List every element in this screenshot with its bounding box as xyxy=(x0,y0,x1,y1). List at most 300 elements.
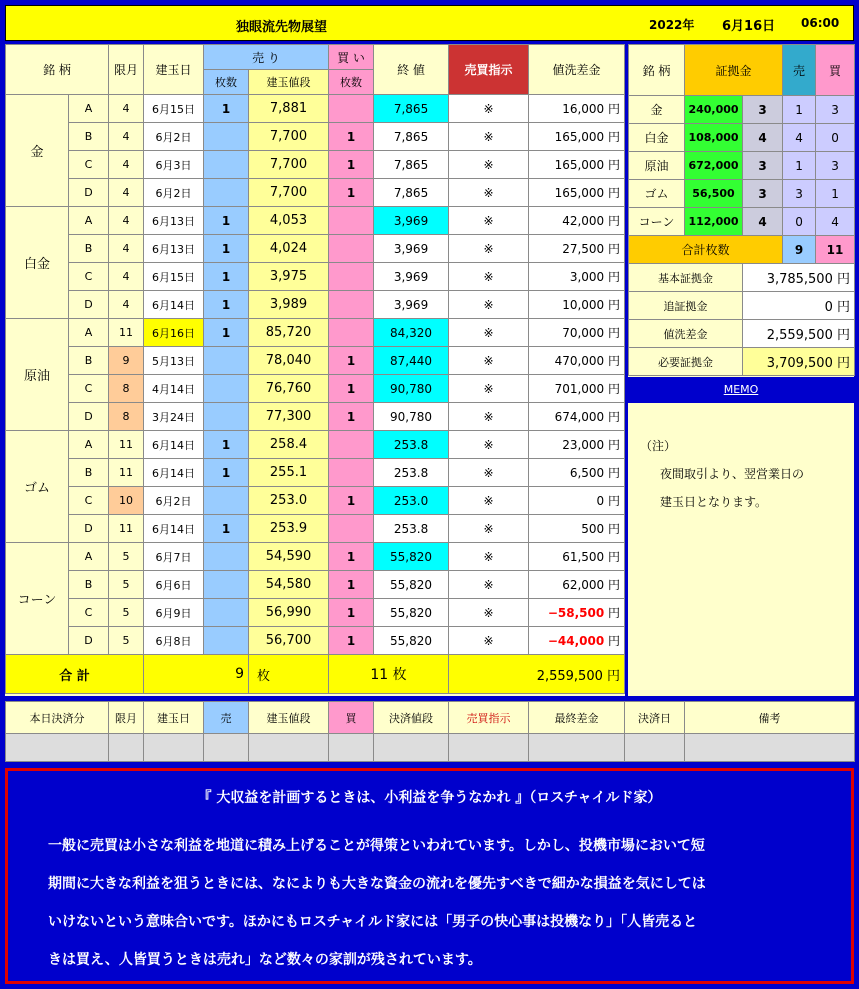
diff-value: 27,500 円 xyxy=(529,235,625,263)
position-price: 7,700 xyxy=(249,123,329,151)
contract-code: A xyxy=(69,95,109,123)
position-price: 54,590 xyxy=(249,543,329,571)
buy-qty: 1 xyxy=(329,179,374,207)
close-price: 90,780 xyxy=(374,403,449,431)
sell-qty xyxy=(204,599,249,627)
position-price: 4,024 xyxy=(249,235,329,263)
close-price: 84,320 xyxy=(374,319,449,347)
contract-month: 5 xyxy=(109,571,144,599)
position-price: 54,580 xyxy=(249,571,329,599)
sell-qty xyxy=(204,123,249,151)
memo-note-line1: 夜間取引より、翌営業日の xyxy=(660,467,805,481)
buy-qty xyxy=(329,515,374,543)
contract-code: B xyxy=(69,123,109,151)
position-date: 6月2日 xyxy=(144,179,204,207)
table-row xyxy=(6,627,625,655)
margin-count: 3 xyxy=(743,96,783,124)
instruction-mark: ※ xyxy=(449,123,529,151)
contract-month: 10 xyxy=(109,487,144,515)
buy-qty xyxy=(329,263,374,291)
summary-row xyxy=(629,320,855,348)
buy-qty xyxy=(329,235,374,263)
position-price: 56,700 xyxy=(249,627,329,655)
margin-row xyxy=(629,152,855,180)
position-price: 56,990 xyxy=(249,599,329,627)
position-date: 6月2日 xyxy=(144,123,204,151)
margin-commodity: 白金 xyxy=(629,124,685,152)
table-row xyxy=(6,599,625,627)
table-row xyxy=(6,403,625,431)
diff-value: 61,500 円 xyxy=(529,543,625,571)
position-price: 78,040 xyxy=(249,347,329,375)
instruction-mark: ※ xyxy=(449,347,529,375)
position-date: 6月15日 xyxy=(144,95,204,123)
position-price: 7,881 xyxy=(249,95,329,123)
commodity-name: ゴム xyxy=(6,431,69,543)
margin-sell: 0 xyxy=(783,208,816,236)
commodity-name: コーン xyxy=(6,543,69,655)
sell-qty: 1 xyxy=(204,515,249,543)
sell-qty: 1 xyxy=(204,95,249,123)
total-sell: 9 xyxy=(144,655,249,694)
buy-qty: 1 xyxy=(329,627,374,655)
buy-qty: 1 xyxy=(329,347,374,375)
contract-month: 5 xyxy=(109,599,144,627)
table-row xyxy=(6,431,625,459)
settlement-header: 売買指示 xyxy=(449,702,529,734)
commodity-name: 金 xyxy=(6,95,69,207)
settlement-panel xyxy=(5,701,854,761)
settlement-header: 建玉日 xyxy=(144,702,204,734)
sell-qty xyxy=(204,375,249,403)
memo-note-label: （注） xyxy=(640,439,677,453)
table-row xyxy=(6,151,625,179)
summary-row xyxy=(629,292,855,320)
total-label: 合 計 xyxy=(6,655,144,694)
instruction-mark: ※ xyxy=(449,403,529,431)
diff-value: 3,000 円 xyxy=(529,263,625,291)
table-row xyxy=(6,347,625,375)
contract-month: 11 xyxy=(109,431,144,459)
position-price: 258.4 xyxy=(249,431,329,459)
diff-value: 470,000 円 xyxy=(529,347,625,375)
diff-value: 701,000 円 xyxy=(529,375,625,403)
settlement-header: 最終差金 xyxy=(529,702,625,734)
position-date: 6月3日 xyxy=(144,151,204,179)
table-row xyxy=(6,95,625,123)
contract-code: B xyxy=(69,459,109,487)
diff-value: 6,500 円 xyxy=(529,459,625,487)
col-header-month: 限月 xyxy=(109,45,144,95)
buy-qty xyxy=(329,319,374,347)
diff-value: 16,000 円 xyxy=(529,95,625,123)
instruction-mark: ※ xyxy=(449,599,529,627)
margin-buy: 4 xyxy=(816,208,855,236)
sell-qty xyxy=(204,151,249,179)
quote-title: 『 大収益を計画するときは、小利益を争うなかれ 』（ロスチャイルド家） xyxy=(197,790,662,806)
contract-code: C xyxy=(69,263,109,291)
contract-code: C xyxy=(69,487,109,515)
summary-label: 必要証拠金 xyxy=(629,348,743,376)
settlement-header: 決済日 xyxy=(625,702,685,734)
table-row xyxy=(6,235,625,263)
margin-commodity: 原油 xyxy=(629,152,685,180)
table-row xyxy=(6,375,625,403)
contract-code: D xyxy=(69,291,109,319)
buy-qty: 1 xyxy=(329,543,374,571)
sell-qty: 1 xyxy=(204,291,249,319)
margin-commodity: 金 xyxy=(629,96,685,124)
sell-qty xyxy=(204,403,249,431)
memo-box xyxy=(628,403,854,696)
buy-qty: 1 xyxy=(329,123,374,151)
summary-label: 基本証拠金 xyxy=(629,264,743,292)
col-header-sell: 売 り xyxy=(204,45,329,70)
position-date: 6月13日 xyxy=(144,235,204,263)
sell-qty: 1 xyxy=(204,319,249,347)
close-price: 3,969 xyxy=(374,291,449,319)
sell-qty xyxy=(204,627,249,655)
position-date: 6月9日 xyxy=(144,599,204,627)
memo-note-line2: 建玉日となります。 xyxy=(660,495,768,509)
buy-qty: 1 xyxy=(329,487,374,515)
instruction-mark: ※ xyxy=(449,459,529,487)
position-date: 3月24日 xyxy=(144,403,204,431)
diff-value: 165,000 円 xyxy=(529,179,625,207)
position-date: 5月13日 xyxy=(144,347,204,375)
contract-code: B xyxy=(69,347,109,375)
position-date: 6月16日 xyxy=(144,319,204,347)
contract-month: 4 xyxy=(109,207,144,235)
diff-value: 70,000 円 xyxy=(529,319,625,347)
diff-value: 165,000 円 xyxy=(529,151,625,179)
header-date: 6月16日 xyxy=(722,19,776,34)
col-header-close: 終 値 xyxy=(374,45,449,95)
summary-value: 2,559,500 円 xyxy=(743,320,855,348)
contract-month: 9 xyxy=(109,347,144,375)
close-price: 253.8 xyxy=(374,459,449,487)
diff-value: 10,000 円 xyxy=(529,291,625,319)
instruction-mark: ※ xyxy=(449,375,529,403)
margin-row xyxy=(629,96,855,124)
settlement-header: 決済値段 xyxy=(374,702,449,734)
contract-code: A xyxy=(69,543,109,571)
summary-value: 0 円 xyxy=(743,292,855,320)
buy-qty xyxy=(329,95,374,123)
main-panel xyxy=(5,44,625,696)
margin-table xyxy=(628,44,855,376)
table-row xyxy=(6,571,625,599)
position-price: 255.1 xyxy=(249,459,329,487)
contract-code: C xyxy=(69,599,109,627)
instruction-mark: ※ xyxy=(449,263,529,291)
margin-count: 3 xyxy=(743,180,783,208)
margin-count: 4 xyxy=(743,124,783,152)
close-price: 87,440 xyxy=(374,347,449,375)
position-price: 3,989 xyxy=(249,291,329,319)
contract-code: D xyxy=(69,627,109,655)
summary-row xyxy=(629,264,855,292)
close-price: 7,865 xyxy=(374,151,449,179)
margin-amount: 56,500 xyxy=(685,180,743,208)
position-date: 6月2日 xyxy=(144,487,204,515)
buy-qty xyxy=(329,459,374,487)
diff-value: 62,000 円 xyxy=(529,571,625,599)
margin-commodity: ゴム xyxy=(629,180,685,208)
commodity-name: 原油 xyxy=(6,319,69,431)
close-price: 55,820 xyxy=(374,627,449,655)
settlement-header: 建玉値段 xyxy=(249,702,329,734)
instruction-mark: ※ xyxy=(449,571,529,599)
position-date: 6月14日 xyxy=(144,291,204,319)
close-price: 3,969 xyxy=(374,263,449,291)
col-header-instruction: 売買指示 xyxy=(449,45,529,95)
position-date: 6月14日 xyxy=(144,515,204,543)
page-title: 独眼流先物展望 xyxy=(236,20,328,35)
margin-row xyxy=(629,124,855,152)
settlement-header: 売 xyxy=(204,702,249,734)
instruction-mark: ※ xyxy=(449,627,529,655)
col-header-date: 建玉日 xyxy=(144,45,204,95)
positions-table: 銘 柄 限月 建玉日 売 り 買 い 終 値 売買指示 値洗差金 枚数 建玉値段 枚数 金 A 4 6月15日 1 7,881 7,865 ※ 16,000 円 B 4 6月2日 7,700 1 7,865 ※ 165,000 円 C 4 6月3日 7,700 1 7,865 ※ 165,000 円 D 4 6月2日 7,700 1 7,865 ※ 165,000 円 白金 A 4 6月13日 1 4,053 3,969 ※ 42,000 円 B 4 6月13日 1 4,024 3,969 ※ 27,500 円 C 4 6月15日 1 3,975 3,969 ※ 3,000 円 D 4 6月14日 1 3,989 3,969 ※ 10,000 円 原油 A 11 6月16日 1 85,720 84,320 ※ 70,000 円 B 9 5月13日 78,040 1 87,440 ※ 470,000 円 C 8 4月14日 76,760 1 90,780 ※ 701,000 円 D 8 3月24日 77,300 1 90,780 ※ 674,000 円 ゴム A 11 6月14日 1 258.4 253.8 ※ 23,000 円 B 11 6月14日 1 255.1 253.8 ※ 6,500 円 C 10 6月2日 253.0 1 253.0 ※ 0 円 D 11 6月14日 1 253.9 253.8 ※ 500 円 コーン A 5 6月7日 54,590 1 55,820 ※ 61,500 円 B 5 6月6日 54,580 1 55,820 ※ 62,000 円 C 5 6月9日 56,990 1 55,820 ※ −58,500 円 D 5 6月8日 56,700 1 55,820 ※ −44,000 円 合 計 9 枚 11 枚 2,559,500 円 xyxy=(5,44,625,694)
buy-qty: 1 xyxy=(329,571,374,599)
col-header-buy: 買 い xyxy=(329,45,374,70)
margin-header-sell: 売 xyxy=(783,45,816,96)
close-price: 253.0 xyxy=(374,487,449,515)
margin-commodity: コーン xyxy=(629,208,685,236)
settlement-header: 限月 xyxy=(109,702,144,734)
margin-panel xyxy=(628,44,854,377)
col-header-sell-qty: 枚数 xyxy=(204,70,249,95)
sell-qty xyxy=(204,487,249,515)
margin-header-name: 銘 柄 xyxy=(629,45,685,96)
position-price: 76,760 xyxy=(249,375,329,403)
margin-sell: 4 xyxy=(783,124,816,152)
contract-month: 11 xyxy=(109,515,144,543)
contract-code: C xyxy=(69,375,109,403)
close-price: 3,969 xyxy=(374,235,449,263)
margin-header-buy: 買 xyxy=(816,45,855,96)
buy-qty xyxy=(329,207,374,235)
sell-qty: 1 xyxy=(204,235,249,263)
memo-header xyxy=(628,379,854,403)
settlement-header: 買 xyxy=(329,702,374,734)
sell-qty xyxy=(204,571,249,599)
sell-qty xyxy=(204,179,249,207)
sell-qty: 1 xyxy=(204,207,249,235)
buy-qty: 1 xyxy=(329,151,374,179)
close-price: 7,865 xyxy=(374,123,449,151)
quote-line: いけないという意味合いです。ほかにもロスチャイルド家には「男子の快心事は投機なり」「人皆売ると xyxy=(48,914,698,930)
total-diff: 2,559,500 円 xyxy=(449,655,625,694)
margin-row xyxy=(629,208,855,236)
table-row xyxy=(6,263,625,291)
diff-value: 0 円 xyxy=(529,487,625,515)
diff-value: 23,000 円 xyxy=(529,431,625,459)
summary-value: 3,785,500 円 xyxy=(743,264,855,292)
position-price: 253.0 xyxy=(249,487,329,515)
position-price: 7,700 xyxy=(249,179,329,207)
margin-buy: 3 xyxy=(816,96,855,124)
contract-code: C xyxy=(69,151,109,179)
position-date: 6月8日 xyxy=(144,627,204,655)
diff-value: 42,000 円 xyxy=(529,207,625,235)
margin-sell: 3 xyxy=(783,180,816,208)
close-price: 253.8 xyxy=(374,431,449,459)
settlement-table xyxy=(5,701,855,762)
col-header-buy-qty: 枚数 xyxy=(329,70,374,95)
position-price: 77,300 xyxy=(249,403,329,431)
contract-code: B xyxy=(69,235,109,263)
total-buy: 11 枚 xyxy=(329,655,449,694)
contract-code: D xyxy=(69,403,109,431)
settlement-header: 備考 xyxy=(685,702,855,734)
memo-link[interactable]: MEMO xyxy=(723,383,759,396)
contract-month: 8 xyxy=(109,403,144,431)
instruction-mark: ※ xyxy=(449,235,529,263)
position-date: 6月14日 xyxy=(144,459,204,487)
diff-value: 500 円 xyxy=(529,515,625,543)
contract-month: 11 xyxy=(109,459,144,487)
position-date: 6月15日 xyxy=(144,263,204,291)
table-row xyxy=(6,207,625,235)
margin-row xyxy=(629,180,855,208)
table-row xyxy=(6,515,625,543)
diff-value: −44,000 円 xyxy=(529,627,625,655)
margin-sell: 1 xyxy=(783,96,816,124)
margin-count: 3 xyxy=(743,152,783,180)
close-price: 3,969 xyxy=(374,207,449,235)
sell-qty: 1 xyxy=(204,459,249,487)
diff-value: 165,000 円 xyxy=(529,123,625,151)
margin-sell: 1 xyxy=(783,152,816,180)
margin-buy: 1 xyxy=(816,180,855,208)
contract-month: 4 xyxy=(109,263,144,291)
table-row xyxy=(6,179,625,207)
buy-qty: 1 xyxy=(329,599,374,627)
quote-line: 一般に売買は小さな利益を地道に積み上げることが得策といわれています。しかし、投機市場において短 xyxy=(48,838,705,854)
contract-month: 4 xyxy=(109,95,144,123)
contract-month: 5 xyxy=(109,627,144,655)
contract-month: 4 xyxy=(109,123,144,151)
commodity-name: 白金 xyxy=(6,207,69,319)
instruction-mark: ※ xyxy=(449,95,529,123)
instruction-mark: ※ xyxy=(449,151,529,179)
header-time: 06:00 xyxy=(801,16,840,30)
contract-code: A xyxy=(69,207,109,235)
close-price: 7,865 xyxy=(374,95,449,123)
margin-amount: 672,000 xyxy=(685,152,743,180)
position-date: 4月14日 xyxy=(144,375,204,403)
diff-value: −58,500 円 xyxy=(529,599,625,627)
margin-header-amount: 証拠金 xyxy=(685,45,783,96)
margin-amount: 108,000 xyxy=(685,124,743,152)
col-header-price: 建玉値段 xyxy=(249,70,329,95)
instruction-mark: ※ xyxy=(449,319,529,347)
close-price: 7,865 xyxy=(374,179,449,207)
table-row xyxy=(6,459,625,487)
header-year: 2022年 xyxy=(649,18,695,32)
margin-amount: 112,000 xyxy=(685,208,743,236)
buy-qty: 1 xyxy=(329,403,374,431)
diff-value: 674,000 円 xyxy=(529,403,625,431)
table-row xyxy=(6,291,625,319)
summary-value: 3,709,500 円 xyxy=(743,348,855,376)
instruction-mark: ※ xyxy=(449,515,529,543)
contract-month: 4 xyxy=(109,291,144,319)
position-price: 4,053 xyxy=(249,207,329,235)
margin-total-sell: 9 xyxy=(783,236,816,264)
sell-qty: 1 xyxy=(204,263,249,291)
contract-code: B xyxy=(69,571,109,599)
margin-amount: 240,000 xyxy=(685,96,743,124)
margin-count: 4 xyxy=(743,208,783,236)
contract-month: 4 xyxy=(109,151,144,179)
margin-buy: 0 xyxy=(816,124,855,152)
quote-body xyxy=(48,827,848,979)
contract-code: D xyxy=(69,515,109,543)
sell-qty xyxy=(204,543,249,571)
margin-total-label: 合計枚数 xyxy=(629,236,783,264)
close-price: 90,780 xyxy=(374,375,449,403)
instruction-mark: ※ xyxy=(449,179,529,207)
quote-box xyxy=(5,768,854,984)
position-price: 85,720 xyxy=(249,319,329,347)
summary-row xyxy=(629,348,855,376)
instruction-mark: ※ xyxy=(449,487,529,515)
instruction-mark: ※ xyxy=(449,543,529,571)
close-price: 55,820 xyxy=(374,599,449,627)
position-date: 6月7日 xyxy=(144,543,204,571)
buy-qty xyxy=(329,291,374,319)
contract-code: D xyxy=(69,179,109,207)
position-date: 6月6日 xyxy=(144,571,204,599)
position-price: 7,700 xyxy=(249,151,329,179)
contract-month: 5 xyxy=(109,543,144,571)
position-price: 3,975 xyxy=(249,263,329,291)
sell-qty xyxy=(204,347,249,375)
buy-qty: 1 xyxy=(329,375,374,403)
margin-total-buy: 11 xyxy=(816,236,855,264)
instruction-mark: ※ xyxy=(449,207,529,235)
table-row xyxy=(6,543,625,571)
close-price: 55,820 xyxy=(374,543,449,571)
quote-line: 期間に大きな利益を狙うときには、なによりも大きな資金の流れを優先すべきで細かな損益を気にしては xyxy=(48,876,706,892)
contract-month: 11 xyxy=(109,319,144,347)
position-date: 6月14日 xyxy=(144,431,204,459)
contract-code: A xyxy=(69,319,109,347)
margin-buy: 3 xyxy=(816,152,855,180)
position-date: 6月13日 xyxy=(144,207,204,235)
position-price: 253.9 xyxy=(249,515,329,543)
col-header-name: 銘 柄 xyxy=(6,45,109,95)
contract-month: 4 xyxy=(109,235,144,263)
summary-label: 値洗差金 xyxy=(629,320,743,348)
col-header-diff: 値洗差金 xyxy=(529,45,625,95)
quote-line: きは買え、人皆買うときは売れ」など数々の家訓が残されています。 xyxy=(48,952,482,968)
contract-code: A xyxy=(69,431,109,459)
sell-qty: 1 xyxy=(204,431,249,459)
close-price: 55,820 xyxy=(374,571,449,599)
instruction-mark: ※ xyxy=(449,291,529,319)
summary-label: 追証拠金 xyxy=(629,292,743,320)
table-row xyxy=(6,487,625,515)
table-row xyxy=(6,123,625,151)
header-bar xyxy=(5,5,854,41)
contract-month: 4 xyxy=(109,179,144,207)
buy-qty xyxy=(329,431,374,459)
instruction-mark: ※ xyxy=(449,431,529,459)
